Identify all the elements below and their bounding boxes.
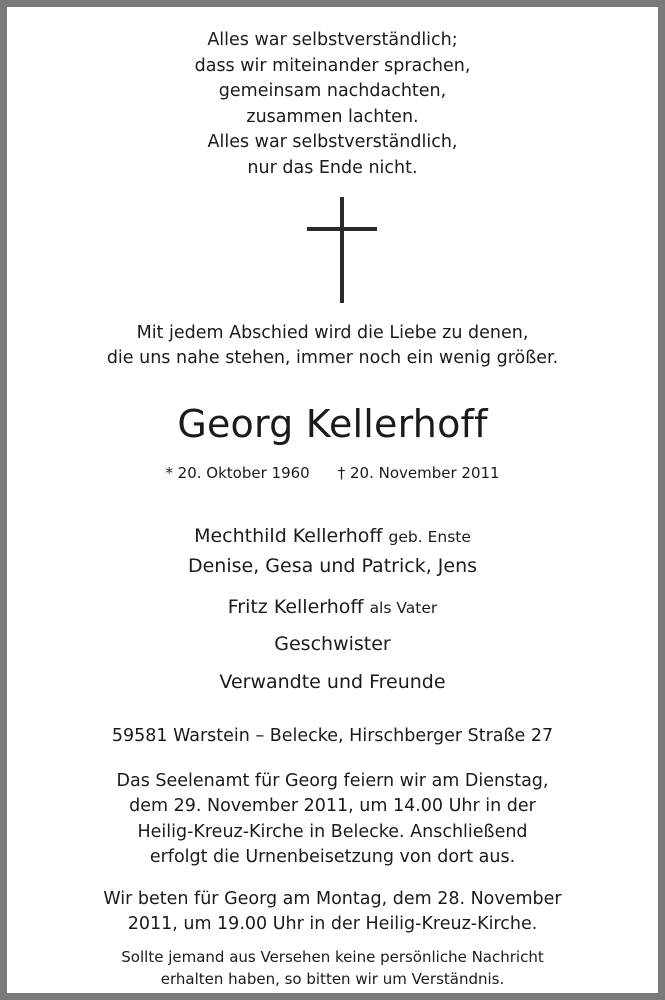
poem-line: dass wir miteinander sprachen,: [194, 55, 471, 76]
saying-line: Mit jedem Abschied wird die Liebe zu denen,: [136, 323, 529, 343]
poem-line: gemeinsam nachdachten,: [218, 81, 447, 102]
deceased-name: Georg Kellerhoff: [177, 402, 488, 446]
mourner-relatives: Verwandte und Freunde: [219, 671, 446, 693]
service-line: Heilig-Kreuz-Kirche in Belecke. Anschließend: [137, 821, 528, 842]
note-line: erhalten haben, so bitten wir um Verständnis.: [160, 969, 505, 988]
service-line: Das Seelenamt für Georg feiern wir am Dienstag,: [116, 771, 549, 791]
mourner-father: [7, 594, 658, 621]
cross-horizontal-bar: [307, 227, 377, 231]
farewell-saying: [7, 321, 658, 371]
poem-line: Alles war selbstverständlich;: [207, 30, 458, 50]
birth-date: * 20. Oktober 1960: [165, 464, 310, 482]
spouse-maiden-name: geb. Enste: [388, 528, 471, 546]
saying-line: die uns nahe stehen, immer noch ein wenig größer.: [106, 348, 559, 368]
poem-line: nur das Ende nicht.: [247, 157, 418, 178]
poem-line: zusammen lachten.: [246, 106, 419, 127]
cross-vertical-bar: [340, 197, 344, 303]
latin-cross-icon: [307, 197, 377, 303]
poem: [7, 28, 658, 182]
father-name: Fritz Kellerhoff: [227, 596, 364, 618]
mourner-siblings: Geschwister: [274, 633, 391, 655]
prayer-line: 2011, um 19.00 Uhr in der Heilig-Kreuz-Kirche.: [127, 914, 538, 935]
spouse-name: Mechthild Kellerhoff: [194, 525, 383, 547]
obituary-card: [7, 7, 658, 993]
family-address: 59581 Warstein – Belecke, Hirschberger Straße 27: [111, 726, 554, 746]
mourner-spouse: [7, 523, 658, 550]
poem-line: Alles war selbstverständlich,: [207, 132, 458, 153]
children-extra-name: Jens: [437, 555, 478, 577]
father-relation: als Vater: [369, 599, 438, 617]
note-line: Sollte jemand aus Versehen keine persönliche Nachricht: [121, 948, 544, 966]
funeral-service-info: [7, 769, 658, 871]
death-date: † 20. November 2011: [337, 464, 500, 482]
service-line: erfolgt die Urnenbeisetzung von dort aus.: [149, 847, 516, 868]
prayer-info: [7, 887, 658, 938]
prayer-line: Wir beten für Georg am Montag, dem 28. November: [103, 889, 562, 909]
notice-note: [7, 947, 658, 990]
service-line: dem 29. November 2011, um 14.00 Uhr in der: [129, 796, 536, 817]
children-names: Denise, Gesa und Patrick,: [187, 555, 432, 577]
life-dates: [7, 463, 658, 483]
mourner-children: [7, 553, 658, 579]
